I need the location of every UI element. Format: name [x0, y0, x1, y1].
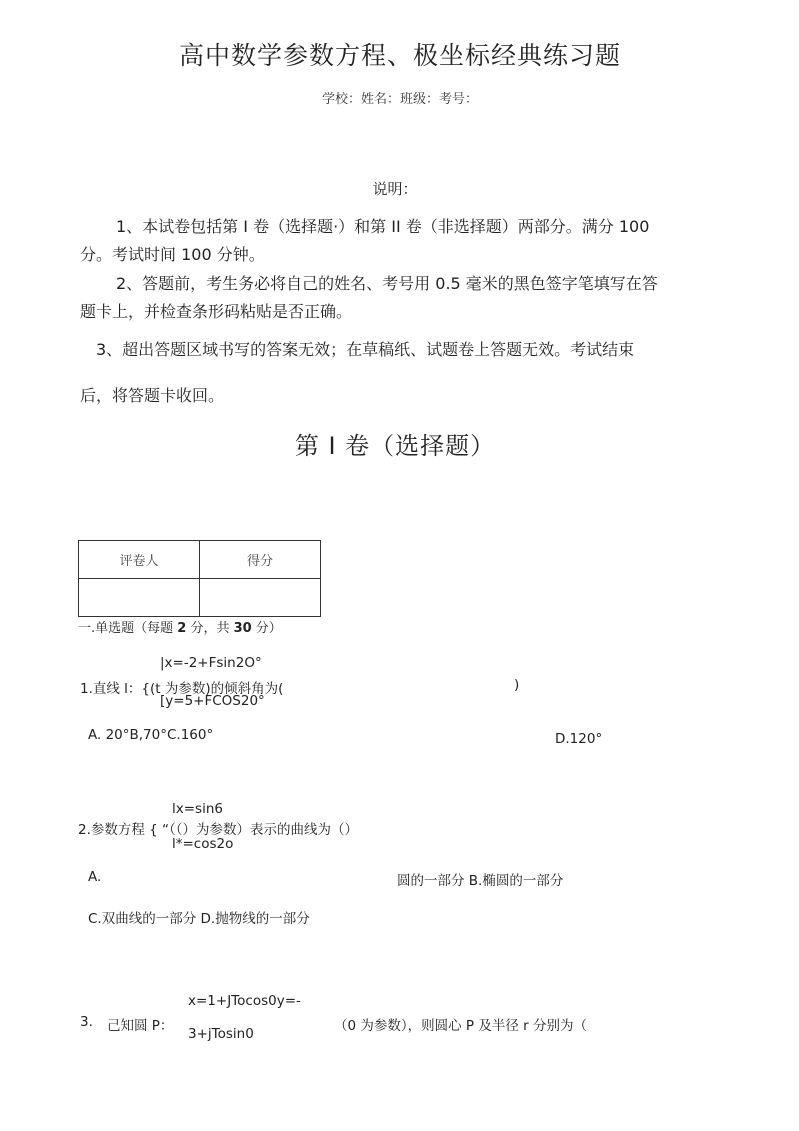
instruction-3-line-1: 3、超出答题区域书写的答案无效；在草稿纸、试题卷上答题无效。考试结束 — [96, 340, 635, 359]
part-one-points: 2 — [177, 621, 187, 636]
q2-choices-cd[interactable]: C.双曲线的一部分 D.抛物线的一部分 — [88, 911, 310, 927]
q2-equation-top: lx=sin6 — [172, 801, 223, 817]
q1-close-paren: ) — [514, 677, 520, 693]
q3-equation-bottom: 3+jTosin0 — [188, 1026, 254, 1042]
q1-choice-d[interactable]: D.120° — [555, 731, 603, 747]
q1-equation-top: |x=-2+Fsin2O° — [160, 655, 262, 671]
q2-choices-ab[interactable]: 圆的一部分 B.椭圆的一部分 — [397, 873, 564, 889]
q1-choices-abc[interactable]: A. 20°B,70°C.160° — [88, 727, 214, 743]
page-title: 高中数学参数方程、极坐标经典练习题 — [178, 41, 621, 70]
q2-equation-bottom: l*=cos2o — [172, 836, 234, 852]
q2-stem: 2.参数方程 { “（（）为参数）表示的曲线为（） — [78, 822, 359, 838]
instruction-2-line-1: 2、答题前，考生务必将自己的姓名、考号用 0.5 毫米的黑色签字笔填写在答 — [116, 274, 658, 293]
score-table — [78, 540, 321, 617]
section-title: 第 I 卷（选择题） — [294, 432, 496, 460]
score-table-score-cell[interactable] — [200, 579, 321, 617]
part-one-total: 30 — [233, 621, 252, 636]
part-one-heading — [78, 617, 282, 636]
part-one-label-a: 一.单选题（每题 — [78, 621, 178, 636]
score-table-header-score: 得分 — [200, 541, 321, 579]
part-one-label-b: 分，共 — [186, 621, 234, 636]
instruction-2-line-2: 题卡上，并检查条形码粘贴是否正确。 — [80, 302, 353, 321]
q1-equation-bottom: [y=5+FCOS20° — [160, 693, 265, 709]
instruction-3-line-2: 后，将答题卡收回。 — [80, 386, 225, 405]
part-one-label-c: 分） — [251, 621, 282, 636]
instruction-1-line-1: 1、本试卷包括第 I 卷（选择题·）和第 II 卷（非选择题）两部分。满分 100 — [116, 217, 650, 236]
instructions-heading: 说明： — [372, 180, 418, 198]
q1-stem: 1.直线 l：{(t 为参数)的倾斜角为( — [80, 681, 284, 697]
q3-number: 3. — [80, 1014, 93, 1030]
q3-stem-tail: （0 为参数），则圆心 P 及半径 r 分别为（ — [334, 1018, 587, 1034]
q2-choice-a-label[interactable]: A. — [88, 869, 102, 885]
q3-equation-top: x=1+JTocos0y=- — [188, 993, 301, 1009]
score-table-grader-cell[interactable] — [79, 579, 200, 617]
q3-stem-text: 己知圆 P： — [107, 1018, 174, 1034]
school-info-line: 学校：姓名：班级：考号： — [321, 92, 478, 107]
score-table-header-grader: 评卷人 — [79, 541, 200, 579]
instruction-1-line-2: 分。考试时间 100 分钟。 — [80, 245, 265, 264]
